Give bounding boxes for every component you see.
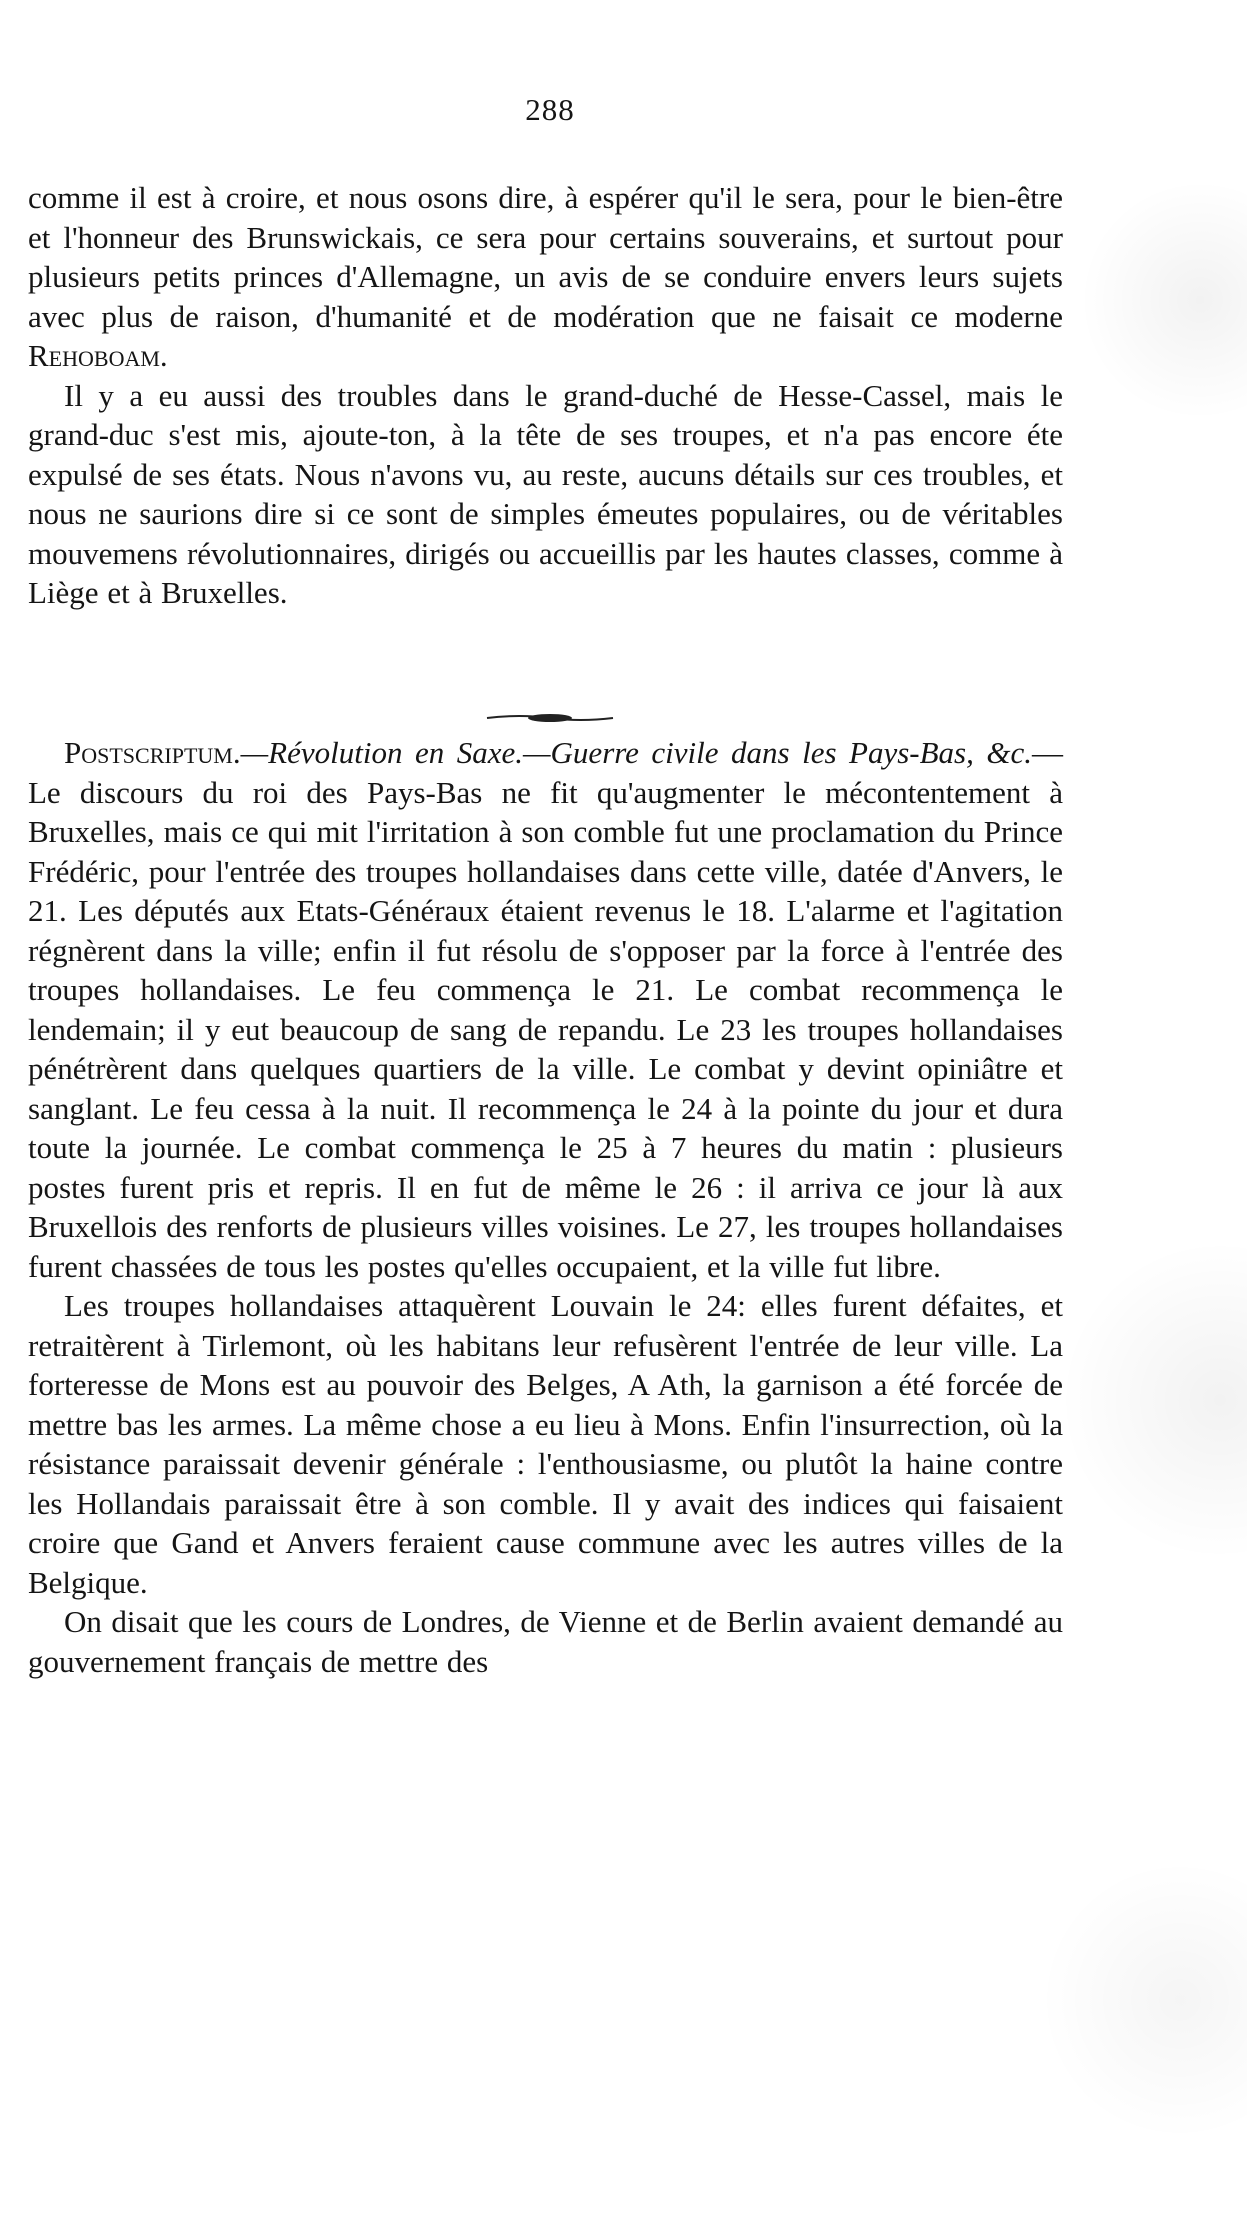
text-block-top — [28, 178, 1063, 613]
paragraph-louvain: Les troupes hollandaises attaquèrent Louvain le 24: elles furent défaites, et retraitèrent à Tirlemont, où les habitans leur refusèrent l'entrée de leur ville. La forteresse de Mons est au pouvoir des Belges, A Ath, la garnison a été forcée de mettre bas les armes. La même chose a eu lieu à Mons. Enfin l'insurrection, où la résistance paraissait devenir générale : l'enthousiasme, ou plutôt la haine contre les Hollandais paraissait être à son comble. Il y avait des indices qui faisaient croire que Gand et Anvers feraient cause commune avec les autres villes de la Belgique. — [28, 1288, 1063, 1600]
rehoboam-name: Rehoboam. — [28, 338, 168, 373]
paragraph-cours: On disait que les cours de Londres, de Vienne et de Berlin avaient demandé au gouvernement français de mettre des — [28, 1604, 1063, 1679]
paragraph-brunswick — [28, 178, 1063, 376]
section-divider-ornament — [485, 712, 615, 724]
paragraph-hesse-cassel: Il y a eu aussi des troubles dans le grand-duché de Hesse-Cassel, mais le grand-duc s'est mis, ajoute-ton, à la tête de ses troupes, et n'a pas encore éte expulsé de ses états. Nous n'avons vu, au reste, aucuns détails sur ces troubles, et nous ne saurions dire si ce sont de simples émeutes populaires, ou de véritables mouvemens révolutionnaires, dirigés ou accueillis par les hautes classes, comme à Liège et à Bruxelles. — [28, 377, 1063, 610]
paragraph-postscript — [28, 733, 1063, 1286]
page-number: 288 — [525, 92, 575, 127]
postscript-subheading: —Révolution en Saxe.—Guerre civile dans les Pays-Bas, &c. — [240, 735, 1032, 770]
postscript-heading: Postscriptum. — [64, 735, 241, 770]
text-block-bottom — [28, 733, 1063, 1681]
paragraph-brunswick-text: comme il est à croire, et nous osons dire, à espérer qu'il le sera, pour le bien-être et l'honneur des Brunswickais, ce sera pour certains souverains, et surtout pour plusieurs petits princes d'Allemagne, un avis de se conduire envers leurs sujets avec plus de raison, d'humanité et de modération que ne faisait ce moderne — [28, 180, 1063, 334]
postscript-text: —Le discours du roi des Pays-Bas ne fit qu'augmenter le mécontentement à Bruxelles, mais ce qui mit l'irritation à son comble fut une proclamation du Prince Frédéric, pour l'entrée des troupes hollandaises dans cette ville, datée d'Anvers, le 21. Les députés aux Etats-Généraux étaient revenus le 18. L'alarme et l'agitation régnèrent dans la ville; enfin il fut résolu de s'opposer par la force à l'entrée des troupes hollandaises. Le feu commença le 21. Le combat recommença le lendemain; il y eut beaucoup de sang de repandu. Le 23 les troupes hollandaises pénétrèrent dans quelques quartiers de la ville. Le combat y devint opiniâtre et sanglant. Le feu cessa à la nuit. Il recommença le 24 à la pointe du jour et dura toute la journée. Le combat commença le 25 à 7 heures du matin : plusieurs postes furent pris et repris. Il en fut de même le 26 : il arriva ce jour là aux Bruxellois des renforts de plusieurs villes voisines. Le 27, les troupes hollandaises furent chassées de tous les postes qu'elles occupaient, et la ville fut libre. — [28, 735, 1063, 1284]
